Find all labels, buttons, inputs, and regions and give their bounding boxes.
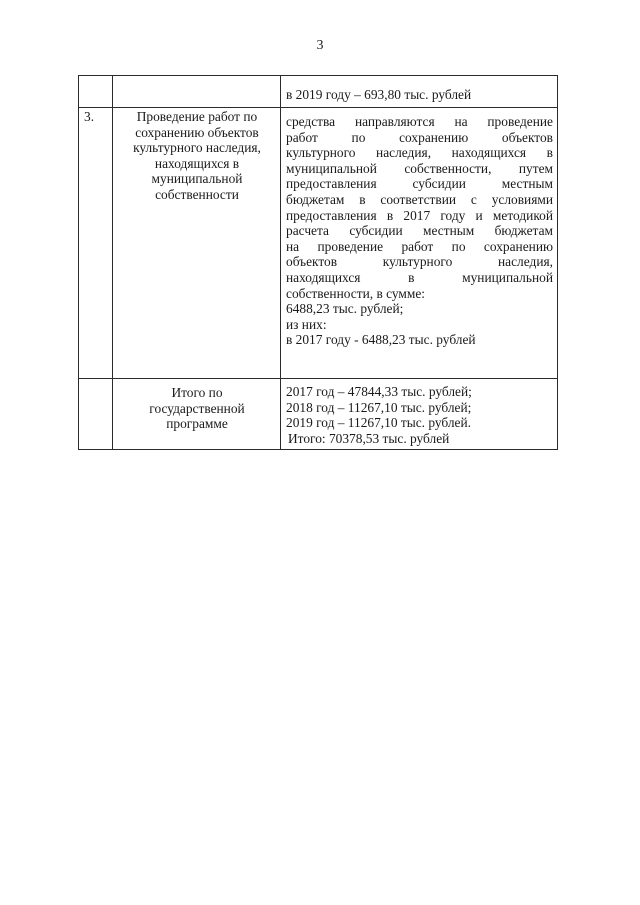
row-number-cell <box>79 379 113 450</box>
page-number: 3 <box>316 38 324 53</box>
funding-text-line: собственности, в сумме: <box>286 285 426 301</box>
total-amount-line: 2017 год – 47844,33 тыс. рублей; <box>286 384 472 399</box>
funding-text-line: культурного наследия, находящихся в <box>286 145 553 161</box>
funding-text-line: на проведение работ по сохранению <box>286 238 553 254</box>
funding-line-2019: в 2019 году – 693,80 тыс. рублей <box>286 87 472 103</box>
grand-total-line: Итого: 70378,53 тыс. рублей <box>288 430 450 446</box>
measure-name-line: Проведение работ по <box>136 109 258 124</box>
measure-name-cell <box>113 76 281 108</box>
table-row-measure-3 <box>79 108 558 379</box>
funding-amount-line: 6488,23 тыс. рублей; <box>286 301 404 317</box>
program-funding-table <box>78 75 558 450</box>
funding-text-line: предоставления субсидии местным <box>286 176 553 192</box>
funding-text-line: работ по сохранению объектов <box>286 129 553 145</box>
measure-name-line: собственности <box>155 186 239 202</box>
funding-amount-line: в 2017 году - 6488,23 тыс. рублей <box>286 332 476 348</box>
measure-name-line: сохранению объектов <box>135 124 259 140</box>
funding-text-line: объектов культурного наследия, <box>286 254 553 270</box>
total-label-line: государственной <box>149 400 245 416</box>
funding-text-line: предоставления в 2017 году и методикой <box>286 207 553 223</box>
total-amount-line: 2018 год – 11267,10 тыс. рублей; <box>286 399 472 415</box>
measure-name-line: находящихся в <box>154 155 240 171</box>
row-number-cell: 3. <box>79 108 113 379</box>
total-amount-line: 2019 год – 11267,10 тыс. рублей. <box>286 415 472 431</box>
table-row-total <box>79 379 558 450</box>
funding-text-line: средства направляются на проведение <box>286 114 553 129</box>
measure-name-line: муниципальной <box>151 171 243 187</box>
funding-text-line: расчета субсидии местным бюджетам <box>286 223 553 239</box>
funding-text-line: из них: <box>286 316 327 332</box>
funding-text-line: находящихся в муниципальной <box>286 269 553 285</box>
total-label-cell <box>113 379 281 450</box>
funding-text-cell <box>281 108 558 379</box>
funding-text-line: бюджетам в соответствии с условиями <box>286 191 553 207</box>
measure-name-line: культурного наследия, <box>133 140 261 156</box>
measure-name-cell <box>113 108 281 379</box>
funding-text-line: муниципальной собственности, путем <box>286 160 553 176</box>
total-amounts-cell <box>281 379 558 450</box>
total-label-line: Итого по <box>171 385 223 400</box>
row-number-cell <box>79 76 113 108</box>
total-label-line: программе <box>166 416 228 432</box>
funding-text-cell <box>281 76 558 108</box>
table-row-continuation <box>79 76 558 108</box>
